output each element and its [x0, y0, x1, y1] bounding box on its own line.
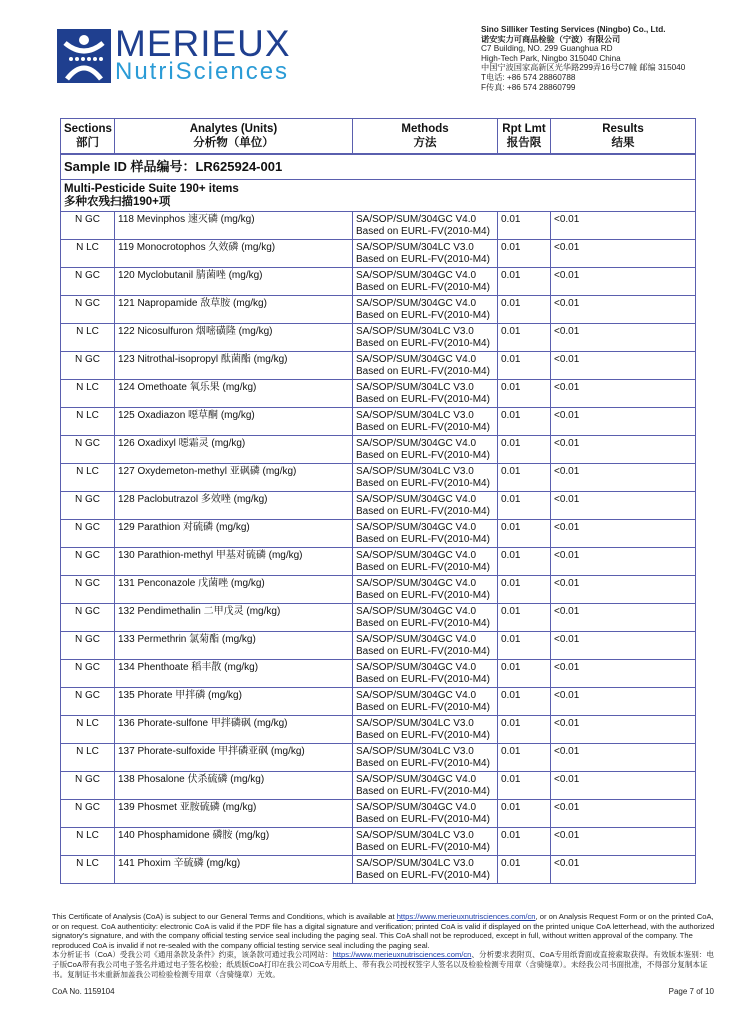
coa-number: CoA No. 1159104: [52, 987, 115, 997]
cell-result: <0.01: [551, 492, 696, 520]
table-row: [61, 716, 696, 744]
cell-section: N GC: [61, 688, 115, 716]
header-rpt-lmt: Rpt Lmt 报告限: [498, 119, 551, 155]
cell-section: N GC: [61, 520, 115, 548]
cell-method: SA/SOP/SUM/304GC V4.0 Based on EURL-FV(2010-M4): [353, 800, 498, 828]
cell-section: N LC: [61, 240, 115, 268]
cell-section: N GC: [61, 604, 115, 632]
cell-analyte: 130 Parathion-methyl 甲基对硫磷 (mg/kg): [115, 548, 353, 576]
cell-section: N GC: [61, 492, 115, 520]
table-row: [61, 464, 696, 492]
cell-result: <0.01: [551, 716, 696, 744]
company-fax: F传真: +86 574 28860799: [481, 82, 576, 92]
cell-analyte: 132 Pendimethalin 二甲戊灵 (mg/kg): [115, 604, 353, 632]
cell-method: SA/SOP/SUM/304LC V3.0 Based on EURL-FV(2010-M4): [353, 744, 498, 772]
cell-method: SA/SOP/SUM/304LC V3.0 Based on EURL-FV(2010-M4): [353, 380, 498, 408]
cell-result: <0.01: [551, 548, 696, 576]
cell-method: SA/SOP/SUM/304GC V4.0 Based on EURL-FV(2010-M4): [353, 492, 498, 520]
suite-title: Multi-Pesticide Suite 190+ items 多种农残扫描190+项: [61, 180, 696, 212]
cell-section: N LC: [61, 856, 115, 884]
cell-method: SA/SOP/SUM/304GC V4.0 Based on EURL-FV(2010-M4): [353, 352, 498, 380]
table-row: [61, 408, 696, 436]
table-row: [61, 268, 696, 296]
cell-result: <0.01: [551, 380, 696, 408]
cell-rpt-lmt: 0.01: [498, 772, 551, 800]
cell-result: <0.01: [551, 660, 696, 688]
cell-section: N GC: [61, 660, 115, 688]
company-logo: [57, 23, 291, 85]
cell-result: <0.01: [551, 604, 696, 632]
cell-section: N GC: [61, 212, 115, 240]
cell-result: <0.01: [551, 408, 696, 436]
table-row: [61, 744, 696, 772]
cell-analyte: 139 Phosmet 亚胺硫磷 (mg/kg): [115, 800, 353, 828]
cell-result: <0.01: [551, 352, 696, 380]
logo-merieux: MERIEUX: [115, 23, 291, 64]
cell-section: N GC: [61, 576, 115, 604]
page-number: Page 7 of 10: [668, 987, 714, 997]
cell-method: SA/SOP/SUM/304GC V4.0 Based on EURL-FV(2010-M4): [353, 688, 498, 716]
company-address-cn: 中国宁波国家高新区光华路299弄16号C7幢 邮编 315040: [481, 63, 686, 73]
table-row: [61, 296, 696, 324]
table-row: [61, 604, 696, 632]
table-row: [61, 772, 696, 800]
cell-method: SA/SOP/SUM/304GC V4.0 Based on EURL-FV(2010-M4): [353, 268, 498, 296]
cell-result: <0.01: [551, 576, 696, 604]
cell-result: <0.01: [551, 632, 696, 660]
cell-section: N LC: [61, 408, 115, 436]
cell-result: <0.01: [551, 688, 696, 716]
cell-analyte: 136 Phorate-sulfone 甲拌磷砜 (mg/kg): [115, 716, 353, 744]
cell-result: <0.01: [551, 744, 696, 772]
footer-disclaimer: This Certificate of Analysis (CoA) is subject to our General Terms and Conditions, which is available at https://www.merieuxnutrisciences.com/cn, or on Analysis Request Form or on the printed CoA, or on request. CoA authenticity: electronic CoA is valid if the PDF file has a digital signature and verification; printed CoA is valid if displayed on the printed unique CoA letterhead, with the authorized signatory's signature, and with the company official testing service seal including the paging seal. This CoA shall not be reproduced, except in full, without written approval of the company. The reproduced CoA is invalid if not re-sealed with the company official testing service seal including the paging seal. 本分析证书（CoA）受我公司《通用条款及条件》约束，该条款可通过我公司网站：https://www.merieuxnutrisciences.com/cn、分析要求表附页、CoA专用纸背面或直接索取获得。有效版本鉴别：电子版CoA带有我公司电子签名并通过电子签名校验；纸质版CoA打印在我公司CoA专用纸上、带有我公司授权签字人签名以及检验检测专用章（含骑缝章）。未经我公司书面批准，不得部分复制本证书。复制证书未重新加盖我公司检验检测专用章（含骑缝章）无效。: [52, 912, 715, 979]
table-row: [61, 492, 696, 520]
cell-method: SA/SOP/SUM/304GC V4.0 Based on EURL-FV(2010-M4): [353, 772, 498, 800]
sample-id: Sample ID 样品编号：LR625924-001: [61, 154, 696, 180]
cell-method: SA/SOP/SUM/304LC V3.0 Based on EURL-FV(2010-M4): [353, 828, 498, 856]
header-results: Results 结果: [551, 119, 696, 155]
cell-analyte: 133 Permethrin 氯菊酯 (mg/kg): [115, 632, 353, 660]
cell-method: SA/SOP/SUM/304LC V3.0 Based on EURL-FV(2010-M4): [353, 240, 498, 268]
cell-analyte: 141 Phoxim 辛硫磷 (mg/kg): [115, 856, 353, 884]
cell-analyte: 134 Phenthoate 稻丰散 (mg/kg): [115, 660, 353, 688]
cell-section: N GC: [61, 268, 115, 296]
cell-result: <0.01: [551, 828, 696, 856]
cell-rpt-lmt: 0.01: [498, 352, 551, 380]
cell-result: <0.01: [551, 856, 696, 884]
company-address1: C7 Building, NO. 299 Guanghua RD: [481, 44, 613, 54]
cell-method: SA/SOP/SUM/304GC V4.0 Based on EURL-FV(2010-M4): [353, 576, 498, 604]
cell-rpt-lmt: 0.01: [498, 296, 551, 324]
cell-method: SA/SOP/SUM/304LC V3.0 Based on EURL-FV(2010-M4): [353, 716, 498, 744]
cell-rpt-lmt: 0.01: [498, 548, 551, 576]
company-tel: T电话: +86 574 28860788: [481, 72, 576, 82]
cell-analyte: 125 Oxadiazon 噁草酮 (mg/kg): [115, 408, 353, 436]
cell-rpt-lmt: 0.01: [498, 436, 551, 464]
cell-method: SA/SOP/SUM/304LC V3.0 Based on EURL-FV(2010-M4): [353, 408, 498, 436]
cell-result: <0.01: [551, 772, 696, 800]
cell-analyte: 140 Phosphamidone 磷胺 (mg/kg): [115, 828, 353, 856]
cell-section: N GC: [61, 296, 115, 324]
logo-figure-icon: [57, 29, 111, 83]
results-table: [60, 118, 696, 884]
cell-section: N GC: [61, 632, 115, 660]
cell-rpt-lmt: 0.01: [498, 632, 551, 660]
cell-section: N GC: [61, 800, 115, 828]
table-row: [61, 212, 696, 240]
table-row: [61, 576, 696, 604]
cell-result: <0.01: [551, 268, 696, 296]
table-row: [61, 520, 696, 548]
table-row: [61, 632, 696, 660]
cell-analyte: 127 Oxydemeton-methyl 亚砜磷 (mg/kg): [115, 464, 353, 492]
cell-method: SA/SOP/SUM/304GC V4.0 Based on EURL-FV(2010-M4): [353, 660, 498, 688]
cell-rpt-lmt: 0.01: [498, 408, 551, 436]
cell-analyte: 135 Phorate 甲拌磷 (mg/kg): [115, 688, 353, 716]
cell-result: <0.01: [551, 212, 696, 240]
table-row: [61, 380, 696, 408]
cell-rpt-lmt: 0.01: [498, 268, 551, 296]
company-address2: High-Tech Park, Ningbo 315040 China: [481, 53, 621, 63]
cell-rpt-lmt: 0.01: [498, 492, 551, 520]
cell-rpt-lmt: 0.01: [498, 828, 551, 856]
cell-analyte: 120 Myclobutanil 腈菌唑 (mg/kg): [115, 268, 353, 296]
cell-analyte: 137 Phorate-sulfoxide 甲拌磷亚砜 (mg/kg): [115, 744, 353, 772]
cell-result: <0.01: [551, 324, 696, 352]
company-name-cn: 诺安实力可商品检验（宁波）有限公司: [481, 34, 621, 44]
cell-result: <0.01: [551, 296, 696, 324]
cell-rpt-lmt: 0.01: [498, 380, 551, 408]
company-info: [481, 25, 685, 92]
cell-section: N GC: [61, 436, 115, 464]
table-row: [61, 436, 696, 464]
header-methods: Methods 方法: [353, 119, 498, 155]
cell-section: N LC: [61, 380, 115, 408]
header-analytes: Analytes (Units) 分析物（单位）: [115, 119, 353, 155]
cell-rpt-lmt: 0.01: [498, 744, 551, 772]
cell-rpt-lmt: 0.01: [498, 212, 551, 240]
cell-rpt-lmt: 0.01: [498, 520, 551, 548]
cell-rpt-lmt: 0.01: [498, 240, 551, 268]
cell-rpt-lmt: 0.01: [498, 604, 551, 632]
cell-rpt-lmt: 0.01: [498, 856, 551, 884]
table-row: [61, 688, 696, 716]
cell-analyte: 138 Phosalone 伏杀硫磷 (mg/kg): [115, 772, 353, 800]
cell-section: N LC: [61, 716, 115, 744]
cell-analyte: 119 Monocrotophos 久效磷 (mg/kg): [115, 240, 353, 268]
cell-rpt-lmt: 0.01: [498, 464, 551, 492]
cell-result: <0.01: [551, 800, 696, 828]
footer: [52, 912, 720, 997]
terms-link[interactable]: https://www.merieuxnutrisciences.com/cn: [396, 912, 536, 921]
table-row: [61, 800, 696, 828]
company-name-en: Sino Silliker Testing Services (Ningbo) Co., Ltd.: [481, 25, 666, 34]
cell-analyte: 123 Nitrothal-isopropyl 酞菌酯 (mg/kg): [115, 352, 353, 380]
cell-result: <0.01: [551, 436, 696, 464]
cell-method: SA/SOP/SUM/304GC V4.0 Based on EURL-FV(2010-M4): [353, 632, 498, 660]
cell-result: <0.01: [551, 464, 696, 492]
cell-analyte: 121 Napropamide 敌草胺 (mg/kg): [115, 296, 353, 324]
cell-rpt-lmt: 0.01: [498, 716, 551, 744]
cell-method: SA/SOP/SUM/304GC V4.0 Based on EURL-FV(2010-M4): [353, 604, 498, 632]
cell-analyte: 129 Parathion 对硫磷 (mg/kg): [115, 520, 353, 548]
terms-link-cn[interactable]: https://www.merieuxnutrisciences.com/cn: [332, 950, 472, 960]
cell-method: SA/SOP/SUM/304GC V4.0 Based on EURL-FV(2010-M4): [353, 296, 498, 324]
cell-method: SA/SOP/SUM/304LC V3.0 Based on EURL-FV(2010-M4): [353, 324, 498, 352]
cell-section: N LC: [61, 828, 115, 856]
cell-rpt-lmt: 0.01: [498, 800, 551, 828]
table-row: [61, 240, 696, 268]
header-sections: Sections 部门: [61, 119, 115, 155]
cell-method: SA/SOP/SUM/304GC V4.0 Based on EURL-FV(2010-M4): [353, 520, 498, 548]
cell-section: N GC: [61, 352, 115, 380]
cell-analyte: 122 Nicosulfuron 烟嘧磺隆 (mg/kg): [115, 324, 353, 352]
cell-section: N GC: [61, 772, 115, 800]
cell-analyte: 124 Omethoate 氧乐果 (mg/kg): [115, 380, 353, 408]
logo-nutrisciences: NutriSciences: [115, 58, 290, 85]
cell-rpt-lmt: 0.01: [498, 576, 551, 604]
cell-method: SA/SOP/SUM/304GC V4.0 Based on EURL-FV(2010-M4): [353, 548, 498, 576]
table-row: [61, 828, 696, 856]
cell-analyte: 128 Paclobutrazol 多效唑 (mg/kg): [115, 492, 353, 520]
table-header-row: [61, 119, 696, 155]
cell-rpt-lmt: 0.01: [498, 688, 551, 716]
table-row: [61, 352, 696, 380]
table-row: [61, 548, 696, 576]
table-row: [61, 856, 696, 884]
cell-method: SA/SOP/SUM/304GC V4.0 Based on EURL-FV(2010-M4): [353, 436, 498, 464]
table-row: [61, 660, 696, 688]
cell-result: <0.01: [551, 240, 696, 268]
cell-method: SA/SOP/SUM/304GC V4.0 Based on EURL-FV(2010-M4): [353, 212, 498, 240]
cell-rpt-lmt: 0.01: [498, 660, 551, 688]
cell-analyte: 118 Mevinphos 速灭磷 (mg/kg): [115, 212, 353, 240]
cell-method: SA/SOP/SUM/304LC V3.0 Based on EURL-FV(2010-M4): [353, 856, 498, 884]
table-row: [61, 324, 696, 352]
cell-rpt-lmt: 0.01: [498, 324, 551, 352]
cell-section: N LC: [61, 744, 115, 772]
cell-section: N GC: [61, 548, 115, 576]
cell-method: SA/SOP/SUM/304LC V3.0 Based on EURL-FV(2010-M4): [353, 464, 498, 492]
cell-analyte: 131 Penconazole 戊菌唑 (mg/kg): [115, 576, 353, 604]
cell-analyte: 126 Oxadixyl 噁霜灵 (mg/kg): [115, 436, 353, 464]
cell-result: <0.01: [551, 520, 696, 548]
cell-section: N LC: [61, 464, 115, 492]
cell-section: N LC: [61, 324, 115, 352]
